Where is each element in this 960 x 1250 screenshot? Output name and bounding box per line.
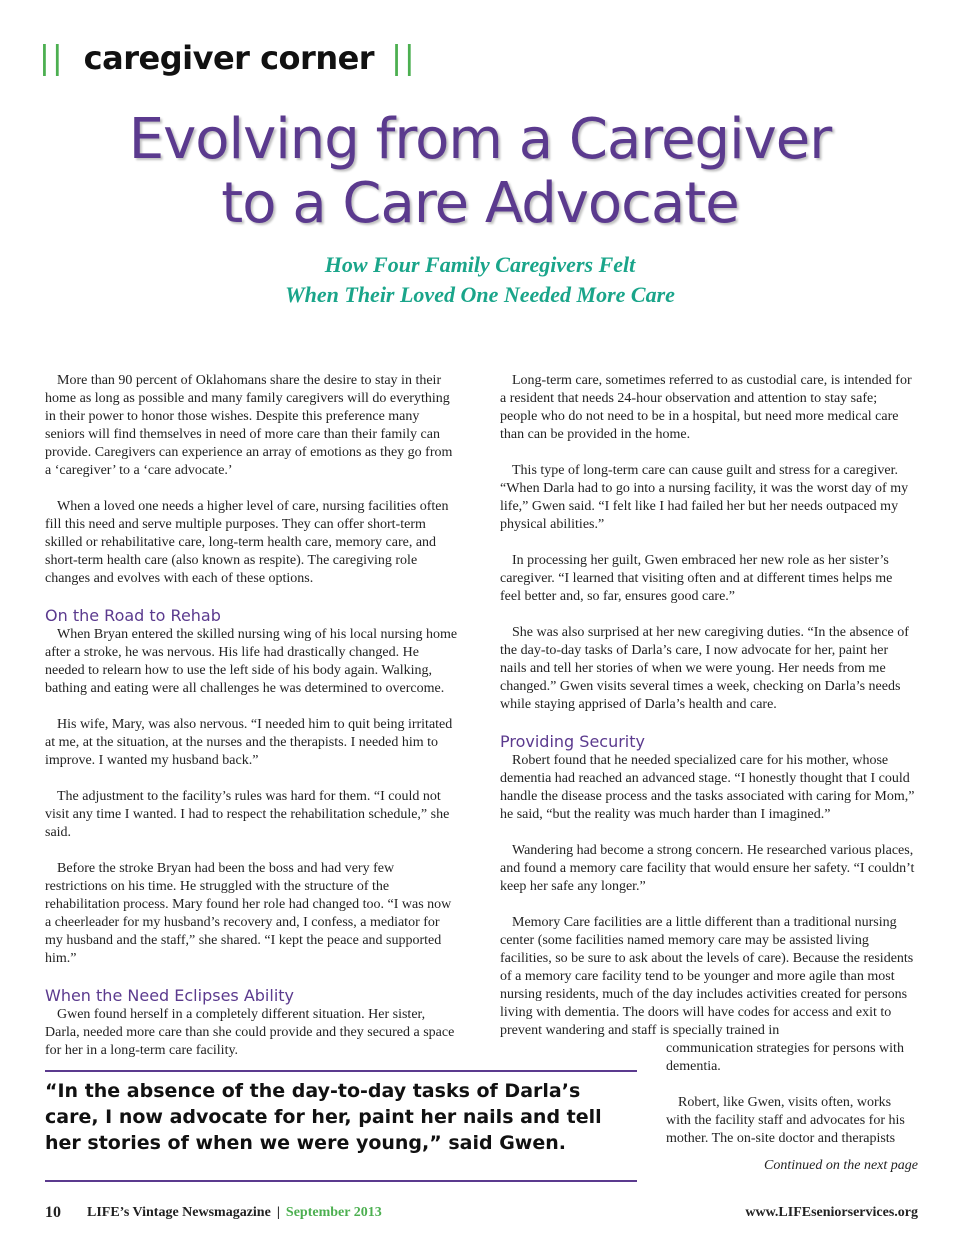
page-number: 10 — [45, 1204, 61, 1221]
page-footer — [45, 1202, 918, 1224]
paragraph: Robert found that he needed specialized care for his mother, whose dementia had reached an advanced stage. “I honestly thought that I could handle the disease process and the tasks associated with caring for Mom,” he said, “but the reality was much harder than I imagined.” — [500, 753, 915, 822]
paragraph: When a loved one needs a higher level of care, nursing facilities often fill this need and serve multiple purposes. They can offer short-term skilled or rehabilitative care, long-term health care, memory care, and short-term health care (also known as respite). The caregiving role changes and evolves with each of these options. — [45, 499, 449, 586]
paragraph: Memory Care facilities are a little different than a traditional nursing center (some facilities named memory care may be assisted living facilities, so be sure to ask about the levels of care). Because the residents of a memory care facility tend to be younger and more agile than most nursing residents, much of the day includes activities created for persons living with dementia. The doors will have codes for access and exit to prevent wandering and staff is specially trained in — [500, 915, 914, 1038]
issue-date: September 2013 — [285, 1205, 382, 1220]
section-label: caregiver corner — [83, 39, 375, 77]
magazine-name: LIFE’s Vintage Newsmagazine — [87, 1205, 271, 1220]
article-subtitle — [0, 250, 960, 310]
right-column — [500, 372, 915, 1166]
section-tag — [40, 36, 418, 80]
left-column — [45, 372, 458, 1078]
section-bars-left: || — [40, 38, 66, 77]
pull-quote: “In the absence of the day-to-day tasks of Darla’s care, I now advocate for her, paint her nails and tell her stories of when we were young,” said Gwen. — [45, 1070, 637, 1182]
paragraph: More than 90 percent of Oklahomans share the desire to stay in their home as long as possible and many family caregivers will do everything in their power to honor those wishes. Despite this preference many seniors will find themselves in need of more care than their family can provide. Caregivers can experience an array of emotions as they go from a ‘caregiver’ to a ‘care advocate.’ — [45, 373, 453, 478]
paragraph: Long-term care, sometimes referred to as custodial care, is intended for a resident that needs 24-hour observation and attention to stay safe; people who do not need to be in a hospital, but need more medical care than can be provided in the home. — [500, 373, 912, 442]
title-line-2: to a Care Advocate — [221, 171, 739, 236]
subtitle-line-2: When Their Loved One Needed More Care — [285, 282, 675, 307]
paragraph: In processing her guilt, Gwen embraced her new role as her sister’s caregiver. “I learned that visiting often and at different times helps me feel better and, so far, ensures good care.” — [500, 553, 893, 604]
paragraph: When Bryan entered the skilled nursing wing of his local nursing home after a stroke, he was nervous. His life had drastically changed. He needed to relearn how to use the left side of his body again. Walking, bathing and eating were all challenges he was determined to overcome. — [45, 627, 458, 696]
heading-eclipse: When the Need Eclipses Ability — [45, 986, 295, 1005]
title-line-1: Evolving from a Caregiver — [128, 107, 832, 172]
website-url: www.LIFEseniorservices.org — [745, 1205, 918, 1220]
heading-rehab: On the Road to Rehab — [45, 606, 221, 625]
paragraph: The adjustment to the facility’s rules was hard for them. “I could not visit any time I wanted. I had to respect the rehabilitation schedule,” she said. — [45, 789, 450, 840]
paragraph: His wife, Mary, was also nervous. “I needed him to quit being irritated at me, at the situation, at the nurses and the therapists. I needed him to improve. I wanted my husband back.” — [45, 717, 453, 768]
paragraph: Before the stroke Bryan had been the boss and had very few restrictions on his time. He struggled with the structure of the rehabilitation process. Mary found her role had changed too. “I was now a cheerleader for my husband’s recovery and, I confess, a mediator for my husband and the staff,” she shared. “I kept the peace and supported him.” — [45, 861, 452, 966]
article-title — [0, 108, 960, 236]
paragraph: communication strategies for persons with dementia. — [666, 1041, 904, 1074]
paragraph: Robert, like Gwen, visits often, works with the facility staff and advocates for his mother. The on-site doctor and therapists — [666, 1095, 905, 1146]
paragraph: Gwen found herself in a completely different situation. Her sister, Darla, needed more care than she could provide and they secured a space for her in a long-term care facility. — [45, 1007, 455, 1058]
section-bars-right: || — [392, 38, 418, 77]
heading-security: Providing Security — [500, 732, 645, 751]
paragraph: Wandering had become a strong concern. He researched various places, and found a memory care facility that would ensure her safety. “I couldn’t keep her safe any longer.” — [500, 843, 915, 894]
subtitle-line-1: How Four Family Caregivers Felt — [324, 252, 636, 277]
footer-separator: | — [276, 1205, 280, 1220]
paragraph: She was also surprised at her new caregiving duties. “In the absence of the day-to-day tasks of Darla’s care, I now advocate for her, paint her nails and tell her stories of when we were young. Her needs from me changed.” Gwen visits several times a week, checking on Darla’s needs while staying apprised of Darla’s health and care. — [500, 625, 909, 712]
paragraph: This type of long-term care can cause guilt and stress for a caregiver. “When Darla had to go into a nursing facility, it was the worst day of my life,” Gwen said. “I felt like I had failed her but her needs outpaced my physical abilities.” — [500, 463, 909, 532]
continued-note: Continued on the next page — [764, 1158, 918, 1173]
